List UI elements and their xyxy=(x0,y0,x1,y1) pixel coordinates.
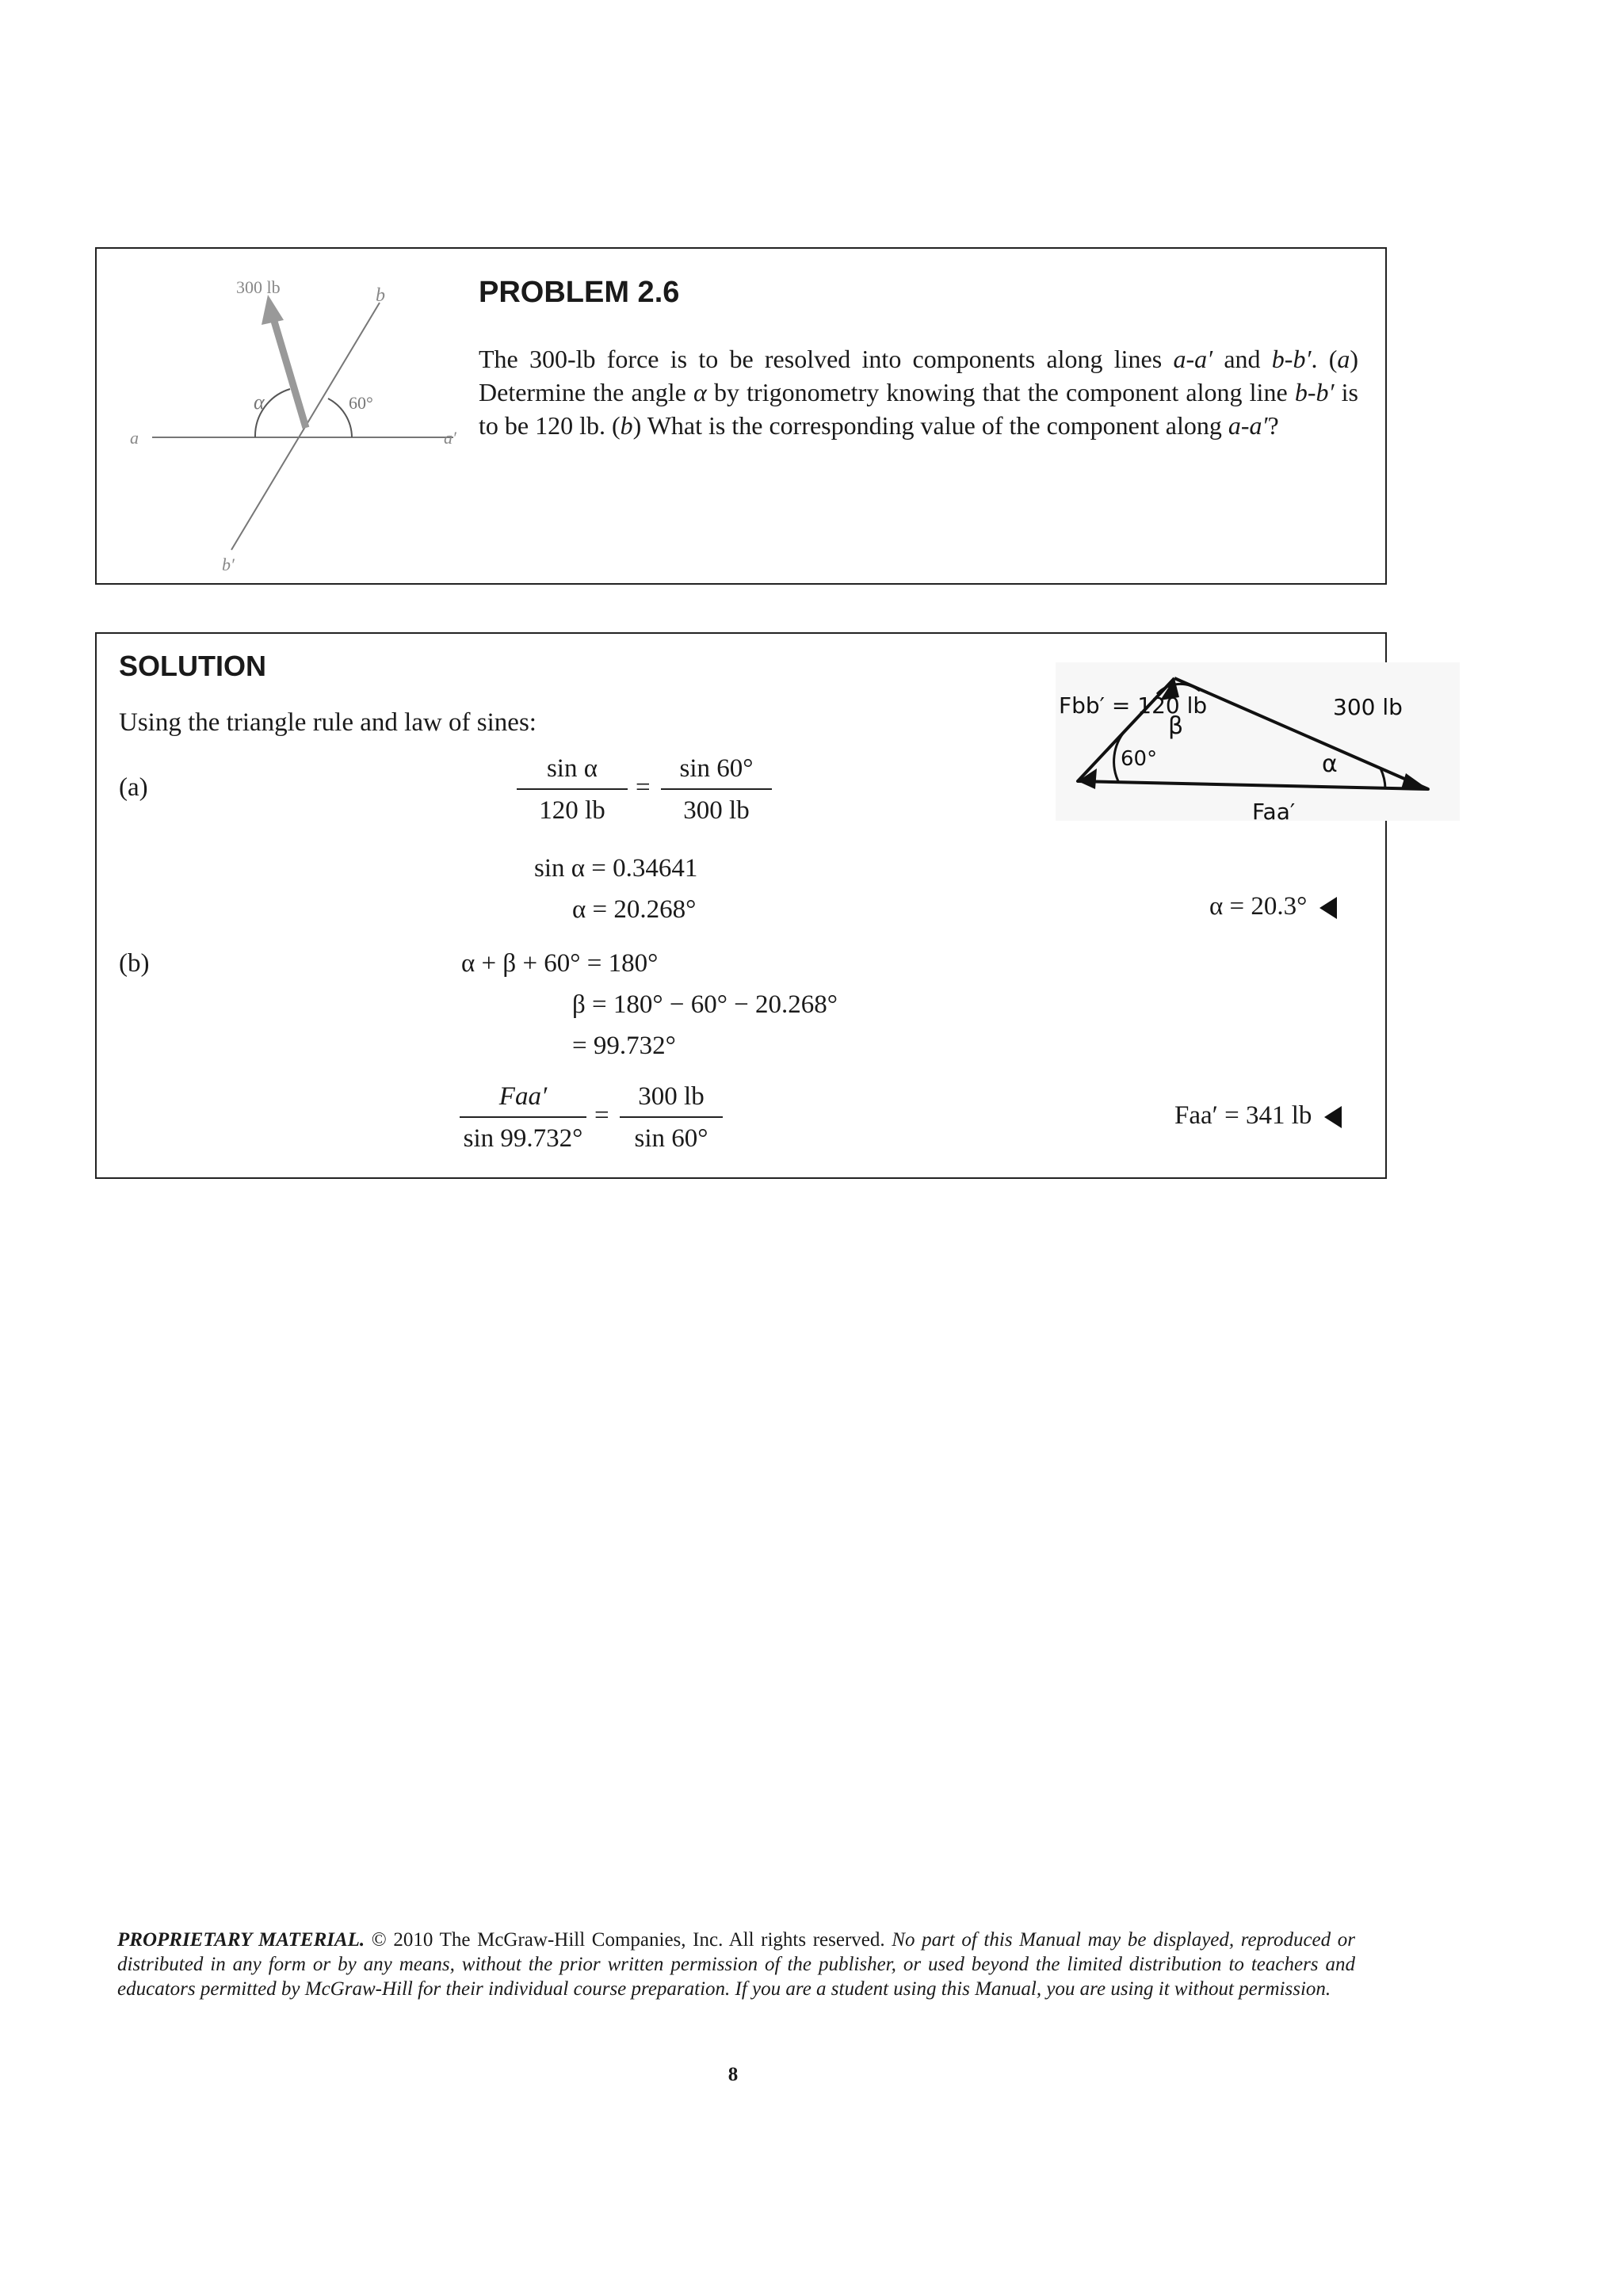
force-label: 300 lb xyxy=(236,277,281,297)
equation-sin-alpha: sin α = 0.34641 xyxy=(534,854,698,883)
text-part: ) What is the corresponding value of the component along xyxy=(632,411,1228,440)
equation-alpha: α = 20.268° xyxy=(572,895,697,924)
equals-sign: = xyxy=(636,773,651,802)
force-arrow xyxy=(273,318,306,428)
text-part: a-a′ xyxy=(1173,345,1213,373)
denominator: sin 99.732° xyxy=(463,1124,583,1153)
footer-bold: PROPRIETARY MATERIAL. xyxy=(117,1929,365,1951)
sixty-label: 60° xyxy=(1121,747,1158,771)
force-arrowhead xyxy=(262,295,284,325)
solution-intro: Using the triangle rule and law of sines: xyxy=(119,708,537,737)
page-number: 8 xyxy=(727,2064,739,2085)
text-part: b-b′ xyxy=(1294,378,1335,406)
alpha-label: α xyxy=(1322,750,1338,778)
numerator: Faa′ xyxy=(460,1082,586,1118)
equation-beta-value: = 99.732° xyxy=(572,1032,676,1060)
text-part: b-b′ xyxy=(1271,345,1312,373)
text-part: The 300-lb force is to be resolved into components along lines xyxy=(479,345,1174,373)
solution-box xyxy=(95,632,1403,1179)
answer-marker-icon xyxy=(1319,897,1337,919)
footer-italic: No part of this Manual may be displayed, reproduced or distributed in any form or by any means, without the prior written permission of the publisher, or used beyond the limited distribution to teachers and educators permitted by McGraw-Hill for their individual course preparation. If you are a student using this Manual, you are using it without permission. xyxy=(117,1929,1356,2000)
part-b-label: (b) xyxy=(119,949,150,978)
b-top-label: b xyxy=(376,285,385,306)
text-part: α xyxy=(693,378,707,406)
numerator: sin 60° xyxy=(661,754,772,790)
answer-marker-icon xyxy=(1324,1106,1342,1128)
footer-copyright xyxy=(117,1928,1355,2001)
denominator: sin 60° xyxy=(634,1124,708,1153)
denominator: 300 lb xyxy=(683,796,750,825)
part-a-label: (a) xyxy=(119,773,148,802)
numerator: sin α xyxy=(517,754,628,790)
fraction-sin-alpha xyxy=(517,754,628,826)
fraction-faa xyxy=(460,1082,586,1154)
a-left-label: a xyxy=(130,428,139,448)
numerator: 300 lb xyxy=(620,1082,723,1118)
problem-figure xyxy=(120,265,469,574)
text-part: b xyxy=(620,411,633,440)
text-part: a xyxy=(1337,345,1350,373)
fbb-label: Fbb′ = 120 lb xyxy=(1059,692,1208,719)
answer-b xyxy=(1174,1101,1342,1131)
solution-title: SOLUTION xyxy=(119,650,266,682)
equation-beta: β = 180° − 60° − 20.268° xyxy=(572,990,838,1019)
footer-normal: © 2010 The McGraw-Hill Companies, Inc. All rights reserved. xyxy=(365,1929,892,1951)
equation-angle-sum: α + β + 60° = 180° xyxy=(461,949,659,978)
text-part: a-a′ xyxy=(1228,411,1268,440)
answer-text: Faa′ = 341 lb xyxy=(1174,1101,1312,1130)
problem-title: PROBLEM 2.6 xyxy=(479,276,680,309)
problem-statement xyxy=(479,342,1358,442)
text-part: and xyxy=(1212,345,1272,373)
answer-text: α = 20.3° xyxy=(1209,892,1308,921)
sixty-label: 60° xyxy=(349,393,373,413)
text-part: . ( xyxy=(1311,345,1338,373)
text-part: is to be 120 lb. ( xyxy=(479,378,1359,440)
fraction-sin-60 xyxy=(661,754,772,826)
text-part: ) Determine the angle xyxy=(479,345,1359,406)
force-label: 300 lb xyxy=(1333,694,1403,720)
text-part: by trigonometry knowing that the component along line xyxy=(706,378,1295,406)
answer-a xyxy=(1209,892,1337,921)
equals-sign: = xyxy=(594,1101,609,1130)
faa-label: Faa′ xyxy=(1252,799,1296,825)
alpha-label: α xyxy=(254,391,265,414)
a-right-label: a′ xyxy=(444,428,456,448)
problem-box xyxy=(95,247,1387,585)
b-bottom-label: b′ xyxy=(222,555,235,574)
denominator: 120 lb xyxy=(539,796,605,825)
fraction-300 xyxy=(620,1082,723,1154)
beta-label: β xyxy=(1168,712,1184,740)
force-triangle-sketch xyxy=(953,662,1460,845)
text-part: ? xyxy=(1267,411,1279,440)
